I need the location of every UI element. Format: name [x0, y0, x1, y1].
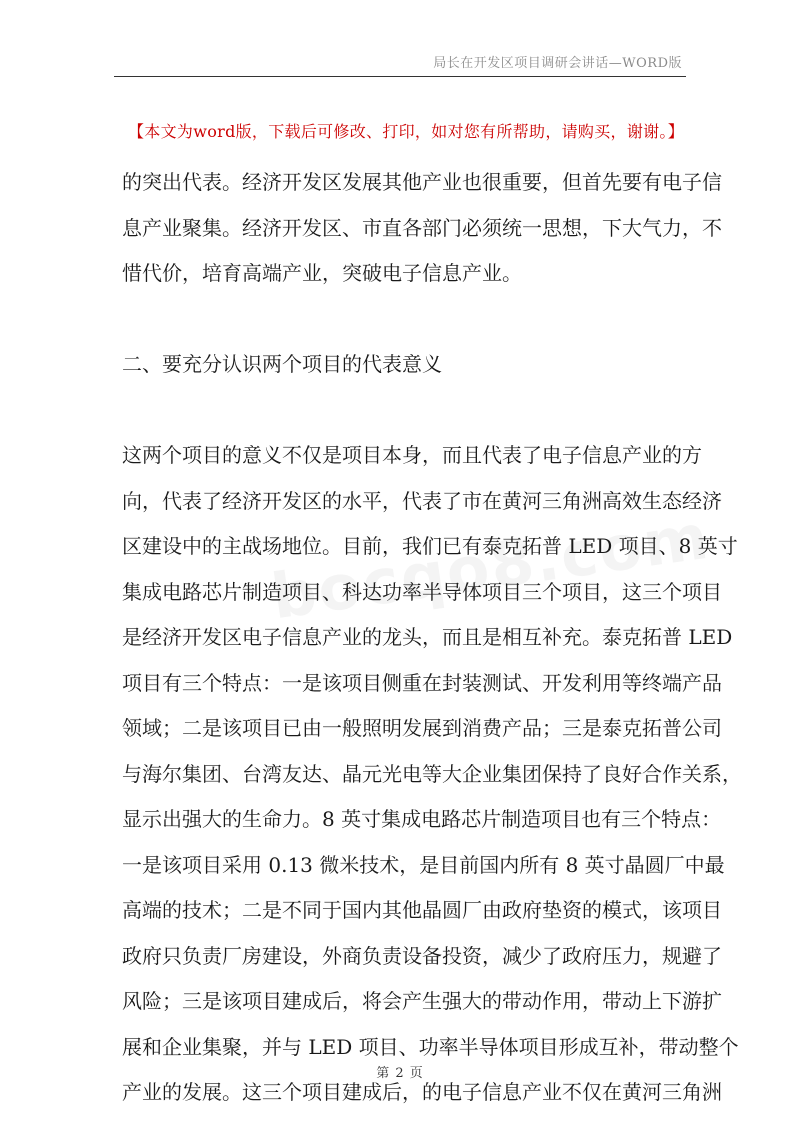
paragraph-line: 产业的发展。这三个项目建成后，的电子信息产业不仅在黄河三角洲 — [122, 1080, 722, 1104]
paragraph-line: 息产业聚集。经济开发区、市直各部门必须统一思想，下大气力，不 — [122, 215, 722, 240]
paragraph-line: 项目有三个特点：一是该项目侧重在封装测试、开发利用等终端产品 — [122, 670, 722, 695]
header-divider — [114, 76, 686, 77]
download-notice: 【本文为word版，下载后可修改、打印，如对您有所帮助，请购买，谢谢。】 — [128, 122, 685, 141]
paragraph-line: 领域；二是该项目已由一般照明发展到消费产品；三是泰克拓普公司 — [122, 716, 722, 740]
paragraph-line: 是经济开发区电子信息产业的龙头，而且是相互补充。泰克拓普 LED — [122, 625, 733, 649]
paragraph-line: 政府只负责厂房建设，外商负责设备投资，减少了政府压力，规避了 — [122, 943, 722, 968]
paragraph-line: 展和企业集聚，并与 LED 项目、功率半导体项目形成互补，带动整个 — [122, 1034, 739, 1059]
paragraph-line: 向，代表了经济开发区的水平，代表了市在黄河三角洲高效生态经济 — [122, 488, 722, 513]
document-body — [122, 160, 742, 1116]
paragraph-line: 的突出代表。经济开发区发展其他产业也很重要，但首先要有电子信 — [122, 170, 722, 194]
paragraph-line: 高端的技术；二是不同于国内其他晶圆厂由政府垫资的模式，该项目 — [122, 898, 722, 922]
paragraph-line: 风险；三是该项目建成后，将会产生强大的带动作用，带动上下游扩 — [122, 989, 722, 1013]
section-heading: 二、要充分认识两个项目的代表意义 — [122, 352, 442, 376]
document-header-title: 局长在开发区项目调研会讲话—WORD版 — [433, 56, 682, 71]
paragraph-line: 与海尔集团、台湾友达、晶元光电等大企业集团保持了良好合作关系， — [122, 761, 742, 786]
paragraph-line: 惜代价，培育高端产业，突破电子信息产业。 — [122, 261, 522, 285]
page-number: 第 2 页 — [376, 1066, 424, 1081]
paragraph-line: 区建设中的主战场地位。目前，我们已有泰克拓普 LED 项目、8 英寸 — [122, 534, 738, 558]
paragraph-spacer — [122, 388, 682, 434]
paragraph-line: 集成电路芯片制造项目、科达功率半导体项目三个项目，这三个项目 — [122, 579, 722, 604]
paragraph-spacer — [122, 297, 682, 343]
paragraph-line: 这两个项目的意义不仅是项目本身，而且代表了电子信息产业的方 — [122, 443, 702, 467]
paragraph-line: 一是该项目采用 0.13 微米技术，是目前国内所有 8 英寸晶圆厂中最 — [122, 852, 725, 877]
paragraph-line: 显示出强大的生命力。8 英寸集成电路芯片制造项目也有三个特点： — [122, 807, 722, 831]
